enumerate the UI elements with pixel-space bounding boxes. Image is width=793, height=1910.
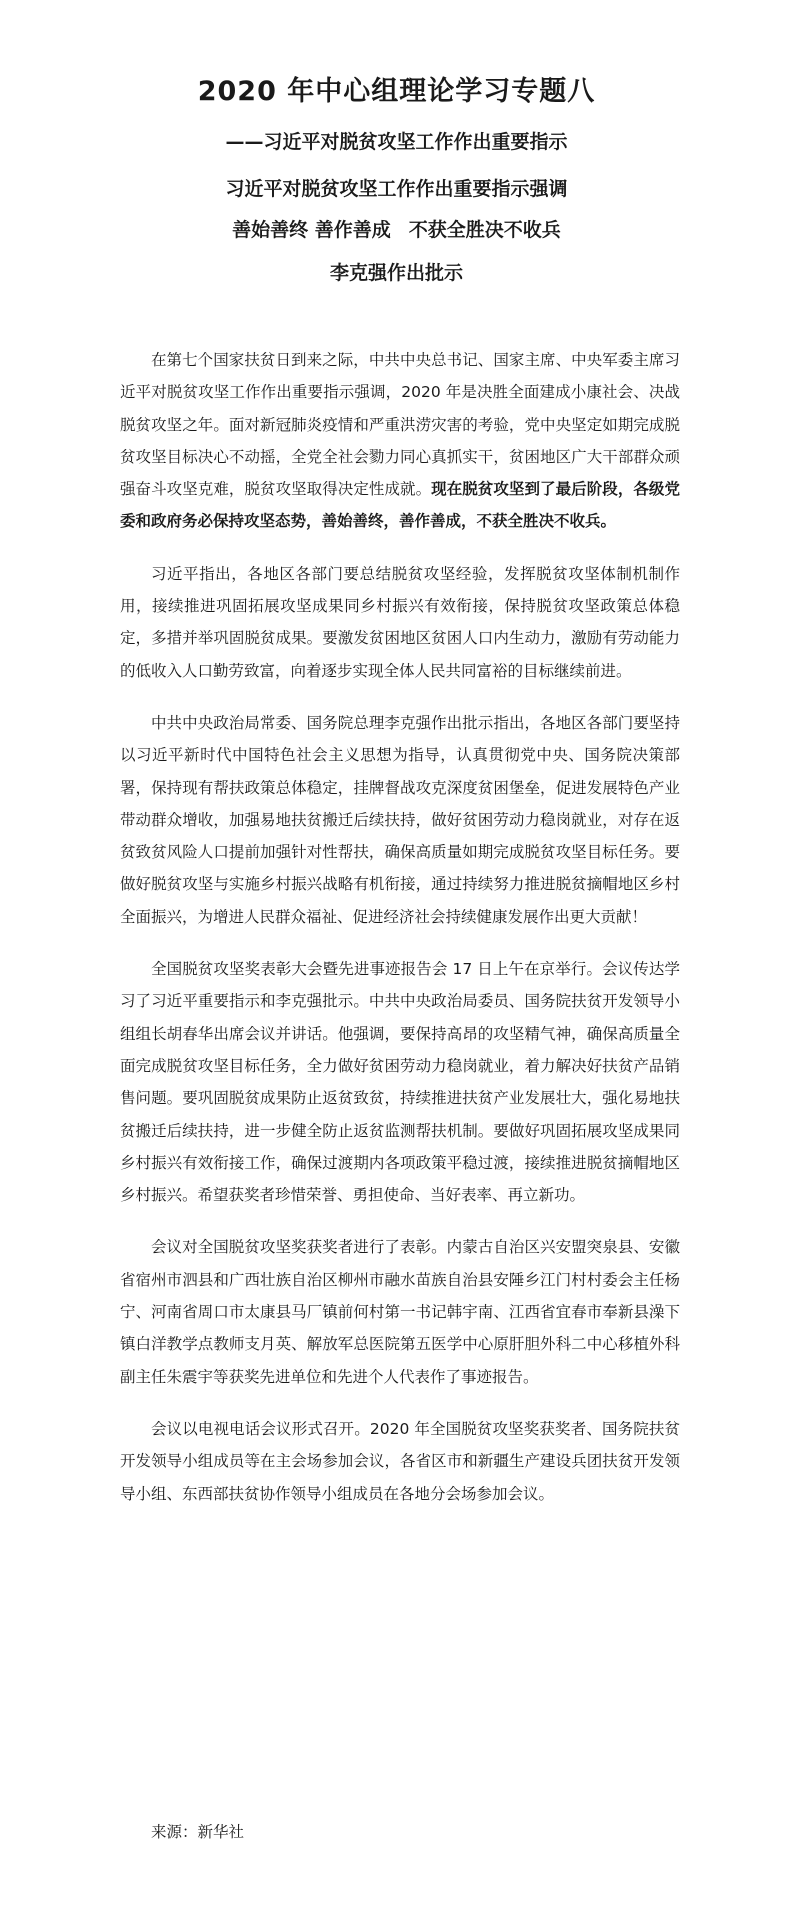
- paragraph-1: [120, 344, 680, 538]
- headline-line-2a: 善始善终 善作善成: [232, 219, 391, 241]
- paragraph-2: 习近平指出，各地区各部门要总结脱贫攻坚经验，发挥脱贫攻坚体制机制作用，接续推进巩固拓展攻坚成果同乡村振兴有效衔接，保持脱贫攻坚政策总体稳定，多措并举巩固脱贫成果。要激发贫困地区贫困人口内生动力，激励有劳动能力的低收入人口勤劳致富，向着逐步实现全体人民共同富裕的目标继续前进。: [120, 564, 680, 680]
- headline-line-2: [0, 216, 793, 244]
- article-body: [120, 344, 680, 1530]
- paragraph-4: 全国脱贫攻坚奖表彰大会暨先进事迹报告会 17 日上午在京举行。会议传达学习了习近平重要指示和李克强批示。中共中央政治局委员、国务院扶贫开发领导小组组长胡春华出席会议并讲话。他强调，要保持高昂的攻坚精气神，确保高质量全面完成脱贫攻坚目标任务，全力做好贫困劳动力稳岗就业，着力解决好扶贫产品销售问题。要巩固脱贫成果防止返贫致贫，持续推进扶贫产业发展壮大，强化易地扶贫搬迁后续扶持，进一步健全防止返贫监测帮扶机制。要做好巩固拓展攻坚成果同乡村振兴有效衔接工作，确保过渡期内各项政策平稳过渡，接续推进脱贫摘帽地区乡村振兴。希望获奖者珍惜荣誉、勇担使命、当好表率、再立新功。: [120, 960, 680, 1205]
- headline-line-3: 李克强作出批示: [329, 262, 463, 284]
- document-subtitle: ——习近平对脱贫攻坚工作作出重要指示: [225, 131, 568, 153]
- headline-line-1: 习近平对脱贫攻坚工作作出重要指示强调: [225, 178, 568, 200]
- source-line: 来源：新华社: [151, 1823, 245, 1841]
- document-title: 2020 年中心组理论学习专题八: [197, 76, 596, 107]
- paragraph-1-text: 在第七个国家扶贫日到来之际，中共中央总书记、国家主席、中央军委主席习近平对脱贫攻坚工作作出重要指示强调，2020 年是决胜全面建成小康社会、决战脱贫攻坚之年。面对新冠肺炎疫情和严重洪涝灾害的考验，党中央坚定如期完成脱贫攻坚目标决心不动摇，全党全社会勠力同心真抓实干，贫困地区广大干部群众顽强奋斗攻坚克难，脱贫攻坚取得决定性成就。: [120, 351, 680, 499]
- paragraph-1-emphasis: 现在脱贫攻坚到了最后阶段，各级党委和政府务必保持攻坚态势，善始善终，善作善成，不获全胜决不收兵。: [120, 480, 680, 531]
- headline-line-2b: 不获全胜决不收兵: [408, 219, 561, 241]
- paragraph-5: 会议对全国脱贫攻坚奖获奖者进行了表彰。内蒙古自治区兴安盟突泉县、安徽省宿州市泗县和广西壮族自治区柳州市融水苗族自治县安陲乡江门村村委会主任杨宁、河南省周口市太康县马厂镇前何村第一书记韩宇南、江西省宜春市奉新县澡下镇白洋教学点教师支月英、解放军总医院第五医学中心原肝胆外科二中心移植外科副主任朱震宇等获奖先进单位和先进个人代表作了事迹报告。: [120, 1238, 680, 1386]
- paragraph-6: 会议以电视电话会议形式召开。2020 年全国脱贫攻坚奖获奖者、国务院扶贫开发领导小组成员等在主会场参加会议，各省区市和新疆生产建设兵团扶贫开发领导小组、东西部扶贫协作领导小组成员在各地分会场参加会议。: [120, 1419, 680, 1503]
- paragraph-3: 中共中央政治局常委、国务院总理李克强作出批示指出，各地区各部门要坚持以习近平新时代中国特色社会主义思想为指导，认真贯彻党中央、国务院决策部署，保持现有帮扶政策总体稳定，挂牌督战攻克深度贫困堡垒，促进发展特色产业带动群众增收，加强易地扶贫搬迁后续扶持，做好贫困劳动力稳岗就业，对存在返贫致贫风险人口提前加强针对性帮扶，确保高质量如期完成脱贫攻坚目标任务。要做好脱贫攻坚与实施乡村振兴战略有机衔接，通过持续努力推进脱贫摘帽地区乡村全面振兴，为增进人民群众福祉、促进经济社会持续健康发展作出更大贡献！: [120, 713, 680, 926]
